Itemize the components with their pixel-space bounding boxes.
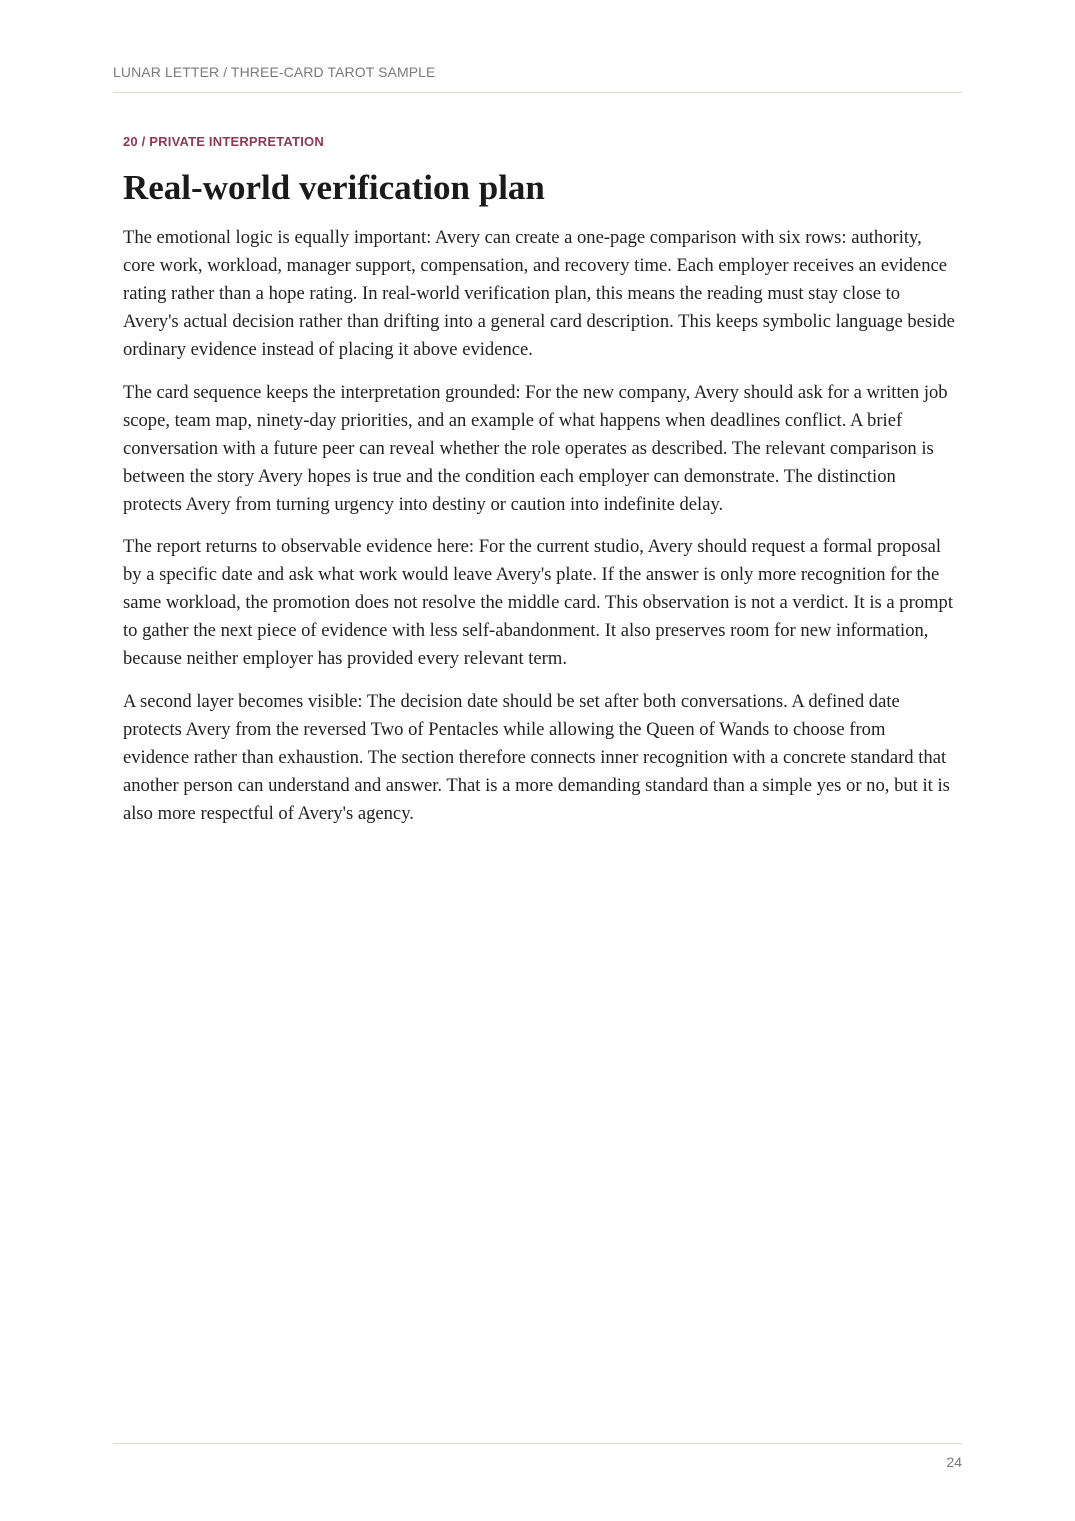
- header-divider: [113, 92, 962, 93]
- section-title: Real-world verification plan: [123, 168, 545, 207]
- body-paragraph-2: The card sequence keeps the interpretation grounded: For the new company, Avery should ask for a written job scope, team map, ninety-day priorities, and an example of what happens when deadlines conflict. A brief conversation with a future peer can reveal whether the role operates as described. The relevant comparison is between the story Avery hopes is true and the condition each employer can demonstrate. The distinction protects Avery from turning urgency into destiny or caution into indefinite delay.: [123, 381, 948, 515]
- section-eyebrow: 20 / PRIVATE INTERPRETATION: [123, 134, 324, 149]
- body-paragraph-3: The report returns to observable evidence here: For the current studio, Avery should request a formal proposal by a specific date and ask what work would leave Avery's plate. If the answer is only more recognition for the same workload, the promotion does not resolve the middle card. This observation is not a verdict. It is a prompt to gather the next piece of evidence with less self-abandonment. It also preserves room for new information, because neither employer has provided every relevant term.: [123, 536, 954, 669]
- body-paragraph-1: The emotional logic is equally important: Avery can create a one-page comparison with six rows: authority, core work, workload, manager support, compensation, and recovery time. Each employer receives an evidence rating rather than a hope rating. In real-world verification plan, this means the reading must stay close to Avery's actual decision rather than drifting into a general card description. This keeps symbolic language beside ordinary evidence instead of placing it above evidence.: [123, 227, 955, 360]
- footer-divider: [113, 1443, 962, 1444]
- body-paragraph-4: A second layer becomes visible: The decision date should be set after both conversations. A defined date protects Avery from the reversed Two of Pentacles while allowing the Queen of Wands to choose from evidence rather than exhaustion. The section therefore connects inner recognition with a concrete standard that another person can understand and answer. That is a more demanding standard than a simple yes or no, but it is also more respectful of Avery's agency.: [123, 690, 950, 824]
- section-content: [123, 132, 955, 842]
- running-header: LUNAR LETTER / THREE-CARD TAROT SAMPLE: [113, 64, 436, 80]
- page-number: 24: [946, 1454, 962, 1470]
